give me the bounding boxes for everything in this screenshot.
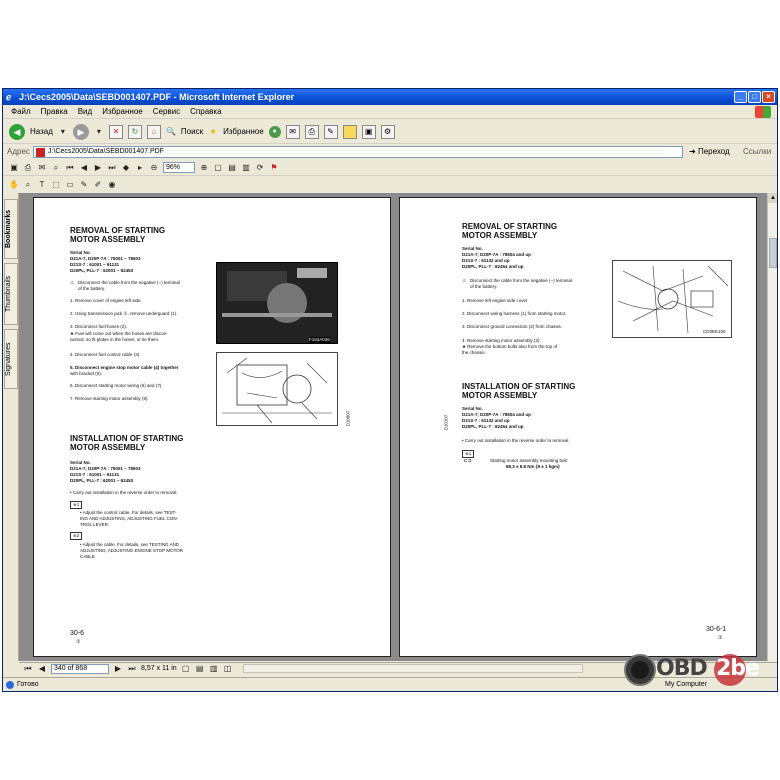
maximize-button[interactable]: □	[748, 91, 761, 103]
print-icon[interactable]: ⎙	[305, 125, 319, 139]
windows-flag-icon	[755, 106, 771, 118]
next-page-icon[interactable]: ▶	[94, 162, 102, 172]
side-reference: D10807	[345, 410, 351, 427]
messenger-icon[interactable]: ▣	[362, 125, 376, 139]
torque-text: Starting motor assembly mounting bolt:	[490, 458, 569, 463]
zoom-field[interactable]: 96%	[163, 162, 195, 173]
zoom-out-icon[interactable]: ⊖	[150, 162, 158, 172]
menu-file[interactable]: Файл	[11, 107, 31, 116]
zoom-tool-icon[interactable]: ⌕	[25, 179, 31, 189]
step-text: 2. Using transmission jack ①, remove underguard (1).	[70, 311, 178, 316]
step-text: 7. Remove starting motor assembly (8).	[70, 396, 149, 401]
note-marker: ※2	[70, 532, 82, 540]
serial-line: D21A-7, D20P-7A : 75001 ~ 78603	[70, 466, 141, 471]
search-icon[interactable]: 🔍	[165, 126, 176, 136]
research-icon[interactable]: ⚙	[381, 125, 395, 139]
text-select-icon[interactable]: T	[39, 179, 45, 189]
prev-page-icon[interactable]: ◀	[80, 162, 88, 172]
title-bar	[3, 89, 777, 105]
serial-line: D20PL, PLL-7 : 62454 and up	[462, 264, 524, 269]
installation-heading: INSTALLATION OF STARTING MOTOR ASSEMBLY	[70, 434, 184, 452]
note-text: • Adjust the control cable. For details, see TEST-	[80, 510, 177, 515]
step-text: nected, so fit plates in the hoses, or tie them.	[70, 337, 160, 342]
serial-line: D20PL, PLL-7 : 62454 and up	[462, 424, 524, 429]
search-button-label[interactable]: Поиск	[180, 127, 204, 136]
step-text: 5. Disconnect engine stop motor cable (4) together	[70, 365, 179, 370]
links-label[interactable]: Ссылки	[743, 147, 772, 156]
watermark-logo	[622, 650, 772, 690]
highlight-tool-icon[interactable]: ✐	[94, 179, 102, 189]
pdf-page-left	[33, 197, 391, 657]
scroll-thumb[interactable]	[769, 238, 777, 268]
stamp-tool-icon[interactable]: ◉	[108, 179, 116, 189]
serial-line: D21S-7 : 61132 and up	[462, 418, 510, 423]
window-title: J:\Cecs2005\Data\SEBD001407.PDF - Microsoft Internet Explorer	[19, 92, 295, 102]
serial-line: D21S-7 : 61001 ~ 61131	[70, 262, 120, 267]
go-button[interactable]: ➜ Переход	[689, 147, 730, 156]
install-note: • Carry out installation in the reverse order to removal.	[70, 490, 178, 495]
go-back-icon[interactable]: ◆	[122, 162, 130, 172]
pdf-file-icon	[36, 148, 45, 157]
first-page-icon[interactable]: ⏮	[24, 663, 32, 673]
starter-diagram	[612, 260, 732, 338]
step-text: Disconnect the cable from the negative (−) terminal	[78, 280, 180, 285]
watermark-text-a: OBD	[656, 656, 707, 681]
step-text: with bracket (5).	[70, 371, 103, 376]
home-icon[interactable]: ⌂	[147, 125, 161, 139]
acrobat-toolbar-1	[3, 160, 777, 176]
continuous-icon[interactable]: ▤	[195, 663, 204, 673]
tab-signatures[interactable]: Signatures	[4, 329, 18, 389]
facing-icon[interactable]: ▥	[209, 663, 218, 673]
menu-favorites[interactable]: Избранное	[102, 107, 143, 116]
serial-label: Serial No.	[462, 246, 483, 251]
security-zone: My Computer	[665, 681, 708, 688]
address-bar	[3, 145, 777, 159]
edit-icon[interactable]: ✎	[324, 125, 338, 139]
step-text: Disconnect the cable from the negative (−) terminal	[470, 278, 572, 283]
go-button-label: Переход	[697, 147, 730, 156]
warning-icon: ⚠	[70, 280, 75, 285]
first-page-icon[interactable]: ⏮	[66, 162, 74, 172]
watermark-text-b: 2be	[716, 656, 759, 681]
page-number: 30-6-1	[706, 626, 727, 633]
graphics-select-icon[interactable]: ⬚	[52, 179, 60, 189]
step-text: 3. Disconnect ground connection (2) from chassis.	[462, 324, 563, 329]
menu-bar	[3, 105, 777, 119]
address-value: J:\Cecs2005\Data\SEBD001407.PDF	[48, 148, 164, 155]
step-text: of the battery.	[78, 286, 106, 291]
page-revision: ①	[76, 639, 81, 645]
installation-heading: INSTALLATION OF STARTING MOTOR ASSEMBLY	[462, 382, 576, 400]
ie-app-icon: ℯ	[6, 92, 12, 102]
pencil-tool-icon[interactable]: ✎	[80, 179, 88, 189]
vertical-scrollbar[interactable]	[767, 193, 777, 661]
fit-width-icon[interactable]: ▥	[242, 162, 250, 172]
save-icon[interactable]: ▣	[10, 162, 18, 172]
back-arrow-icon[interactable]: ◀	[9, 124, 25, 140]
serial-line: D20PL, PLL-7 : 62001 ~ 62453	[70, 478, 134, 483]
serial-line: D21A-7, D20P-7A : 75001 ~ 78603	[70, 256, 141, 261]
page-number-field[interactable]: 340 of 868	[51, 664, 109, 674]
acrobat-toolbar-2	[3, 177, 777, 192]
last-page-icon[interactable]: ⏭	[108, 162, 116, 172]
actual-size-icon[interactable]: ▢	[214, 162, 222, 172]
note-text: ING AND ADJUSTING, ADJUSTING FUEL CON-	[80, 516, 179, 521]
refresh-icon[interactable]: ↻	[128, 125, 142, 139]
zoom-in-icon[interactable]: ⊕	[200, 162, 208, 172]
removal-heading: REMOVAL OF STARTING MOTOR ASSEMBLY	[462, 222, 558, 240]
page-done-icon	[6, 681, 14, 689]
navigation-tabs	[3, 193, 19, 661]
mail-icon[interactable]: ✉	[286, 125, 300, 139]
step-text: 1. Remove left engine side cover.	[462, 298, 529, 303]
note-text: CABLE.	[80, 554, 97, 559]
folder-icon[interactable]	[343, 125, 357, 139]
note-text: • Adjust the cable. For details, see TESTING AND	[80, 542, 180, 547]
menu-edit[interactable]: Правка	[40, 107, 68, 116]
next-page-icon[interactable]: ▶	[114, 663, 122, 673]
go-forward-icon[interactable]: ▸	[137, 162, 142, 172]
ie-toolbar	[3, 120, 777, 144]
favorites-star-icon[interactable]: ★	[209, 126, 217, 136]
serial-label: Serial No.	[70, 460, 91, 465]
step-text: of the battery.	[470, 284, 498, 289]
install-note: • Carry out installation in the reverse order to removal.	[462, 438, 570, 443]
photo-code: F153A036	[309, 337, 330, 342]
single-page-icon[interactable]: ▢	[181, 663, 190, 673]
diagram-code: CD3EE100	[703, 329, 726, 334]
window-controls	[734, 91, 775, 103]
step-text: 4. Disconnect fuel control cable (3).	[70, 352, 141, 357]
minimize-button[interactable]: _	[734, 91, 747, 103]
status-text: Готово	[17, 681, 39, 688]
ie-window	[2, 88, 778, 692]
menu-help[interactable]: Справка	[190, 107, 222, 116]
prev-page-icon[interactable]: ◀	[38, 663, 46, 673]
menu-tools[interactable]: Сервис	[152, 107, 181, 116]
step-text: 2. Disconnect wiring harness (1) from starting motor.	[462, 311, 567, 316]
step-text: 3. Disconnect fuel hoses (2).	[70, 324, 128, 329]
pdf-viewer[interactable]	[19, 193, 767, 661]
serial-label: Serial No.	[462, 406, 483, 411]
address-input[interactable]	[33, 146, 683, 158]
split-icon[interactable]: ◫	[223, 663, 232, 673]
fit-page-icon[interactable]: ▤	[228, 162, 236, 172]
stop-icon[interactable]: ✕	[109, 125, 123, 139]
forward-arrow-icon[interactable]: ▶	[73, 124, 89, 140]
step-text: 4. Remove starting motor assembly (3).	[462, 338, 541, 343]
address-label: Адрес	[7, 147, 30, 156]
bolt-icon: ⊏⊐	[464, 458, 472, 463]
back-button-label[interactable]: Назад	[30, 127, 53, 136]
scroll-up-icon[interactable]: ▲	[768, 193, 778, 203]
step-text: ★ Remove the bottom bolts also from the top of	[462, 344, 558, 349]
page-number: 30-6	[70, 630, 85, 637]
note-marker: ※1	[70, 501, 82, 509]
note-tool-icon[interactable]: ▭	[66, 179, 74, 189]
page-revision: ①	[718, 635, 723, 641]
tab-thumbnails[interactable]: Thumbnails	[4, 263, 18, 325]
serial-line: D21A-7, D20P-7A : 78604 and up	[462, 412, 531, 417]
serial-line: D21S-7 : 61001 ~ 61131	[70, 472, 120, 477]
email-icon[interactable]: ✉	[38, 162, 46, 172]
engine-photo	[216, 262, 338, 344]
pdf-page-right	[399, 197, 757, 657]
chevron-down-icon[interactable]: ▾	[60, 126, 65, 136]
serial-line: D20PL, PLL-7 : 62001 ~ 62453	[70, 268, 134, 273]
engine-diagram	[216, 352, 338, 426]
serial-label: Serial No.	[70, 250, 91, 255]
horizontal-scrollbar[interactable]	[243, 664, 583, 673]
torque-value: 88.3 ± 9.8 Nm {9 ± 1 kgm}	[506, 464, 560, 469]
side-reference: D10107	[443, 414, 449, 431]
acrobat-help-icon[interactable]: ⚑	[270, 162, 278, 172]
page-size-label: 8,57 x 11 in	[141, 664, 177, 672]
media-icon[interactable]: ●	[269, 126, 281, 138]
tab-bookmarks[interactable]: Bookmarks	[4, 199, 18, 259]
note-marker: ※1	[462, 450, 474, 458]
serial-line: D21A-7, D20P-7A : 78604 and up	[462, 252, 531, 257]
close-button[interactable]: ×	[762, 91, 775, 103]
print-icon[interactable]: ⎙	[24, 162, 32, 172]
last-page-icon[interactable]: ⏭	[128, 663, 136, 673]
chevron-down-icon[interactable]: ▾	[96, 126, 101, 136]
step-text: ★ Fuel will come out when the hoses are discon-	[70, 331, 168, 336]
warning-icon: ⚠	[462, 278, 467, 283]
hand-tool-icon[interactable]: ✋	[9, 179, 19, 189]
step-text: 1. Remove cover of engine left side.	[70, 298, 142, 303]
serial-line: D21S-7 : 61132 and up	[462, 258, 510, 263]
step-text: the chassis.	[462, 350, 486, 355]
note-text: ADJUSTING, ADJUSTING ENGINE STOP MOTOR	[80, 548, 184, 553]
favorites-button-label[interactable]: Избранное	[223, 127, 264, 136]
note-text: TROL LEVER.	[80, 522, 110, 527]
menu-view[interactable]: Вид	[77, 107, 93, 116]
step-text: 6. Disconnect starting motor wiring (6) and (7).	[70, 383, 163, 388]
rotate-icon[interactable]: ⟳	[256, 162, 264, 172]
find-icon[interactable]: ⌕	[53, 162, 59, 172]
removal-heading: REMOVAL OF STARTING MOTOR ASSEMBLY	[70, 226, 166, 244]
